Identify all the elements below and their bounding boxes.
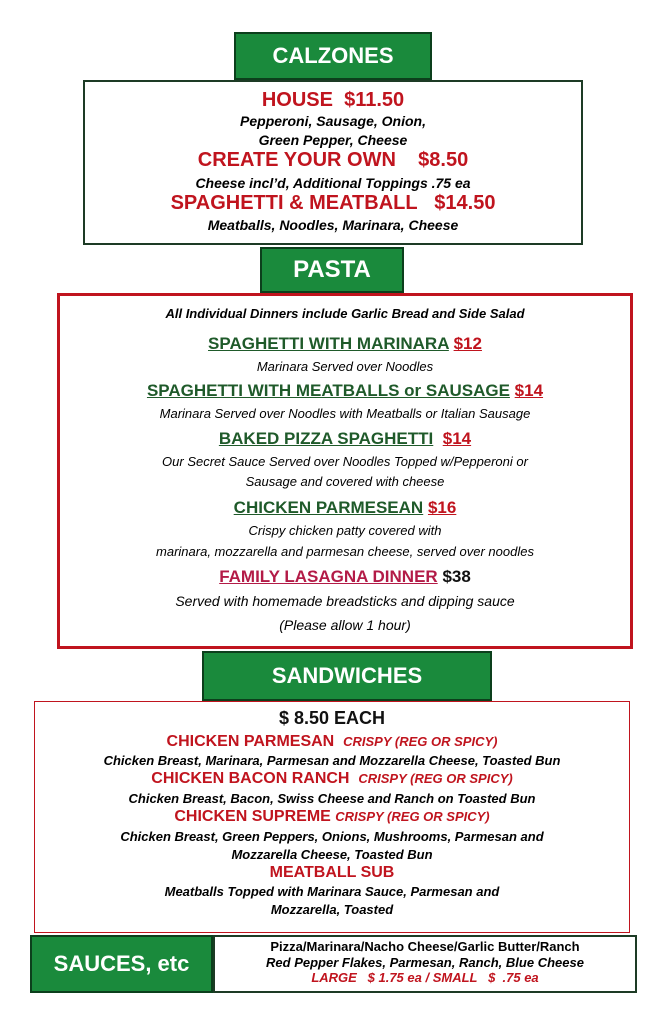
calzones-header — [234, 32, 432, 80]
calzone-desc: Green Pepper, Cheese — [258, 132, 408, 148]
sandwich-desc: Chicken Breast, Marinara, Parmesan and Mozzarella Cheese, Toasted Bun — [103, 753, 561, 768]
sauces-box — [213, 935, 637, 993]
calzone-item-house: HOUSE $11.50 — [261, 89, 405, 111]
calzone-item-spaghetti: SPAGHETTI & MEATBALL $14.50 — [170, 192, 496, 214]
pasta-item: SPAGHETTI WITH MEATBALLS or SAUSAGE $14 — [146, 381, 544, 400]
sauces-line: Pizza/Marinara/Nacho Cheese/Garlic Butter/Ranch — [270, 939, 580, 954]
calzones-header-label: CALZONES — [272, 43, 394, 68]
sandwiches-header — [202, 651, 492, 701]
sauces-price: LARGE $ 1.75 ea / SMALL $ .75 ea — [311, 970, 539, 985]
pasta-desc: Marinara Served over Noodles — [256, 359, 434, 374]
pasta-desc: Sausage and covered with cheese — [245, 474, 445, 489]
calzones-box — [83, 80, 583, 245]
pasta-box — [57, 293, 633, 649]
pasta-desc: Our Secret Sauce Served over Noodles Topped w/Pepperoni or — [162, 454, 528, 469]
sandwich-desc: Mozzarella, Toasted — [270, 902, 394, 917]
pasta-item: BAKED PIZZA SPAGHETTI $14 — [218, 429, 472, 448]
pasta-desc: marinara, mozzarella and parmesan cheese, served over noodles — [156, 544, 534, 559]
sauces-header — [30, 935, 213, 993]
sandwiches-header-label: SANDWICHES — [271, 663, 423, 688]
sandwich-item: CHICKEN BACON RANCH CRISPY (REG OR SPICY) — [151, 770, 513, 787]
calzone-desc: Cheese incl’d, Additional Toppings .75 ea — [195, 175, 471, 191]
pasta-desc: (Please allow 1 hour) — [279, 617, 411, 633]
pasta-item: SPAGHETTI WITH MARINARA $12 — [208, 334, 482, 353]
pasta-item: CHICKEN PARMESEAN $16 — [233, 498, 457, 517]
sandwich-desc: Chicken Breast, Green Peppers, Onions, Mushrooms, Parmesan and — [120, 829, 544, 844]
sandwich-price-note: $ 8.50 EACH — [278, 708, 386, 728]
sandwich-item: CHICKEN SUPREME CRISPY (REG OR SPICY) — [174, 808, 490, 825]
calzone-desc: Pepperoni, Sausage, Onion, — [240, 113, 426, 129]
sandwich-item: CHICKEN PARMESAN CRISPY (REG OR SPICY) — [166, 733, 498, 750]
sandwich-desc: Chicken Breast, Bacon, Swiss Cheese and Ranch on Toasted Bun — [128, 791, 536, 806]
sauces-header-label: SAUCES, etc — [53, 951, 190, 976]
calzone-desc: Meatballs, Noodles, Marinara, Cheese — [207, 217, 459, 233]
sandwich-desc: Mozzarella Cheese, Toasted Bun — [231, 847, 433, 862]
pasta-item: FAMILY LASAGNA DINNER $38 — [219, 567, 471, 586]
calzone-item-create: CREATE YOUR OWN $8.50 — [197, 149, 469, 171]
pasta-desc: Served with homemade breadsticks and dipping sauce — [175, 593, 515, 609]
pasta-header — [260, 247, 404, 293]
sandwiches-box — [34, 701, 630, 933]
sandwich-desc: Meatballs Topped with Marinara Sauce, Parmesan and — [164, 884, 500, 899]
pasta-desc: Crispy chicken patty covered with — [248, 523, 442, 538]
pasta-desc: Marinara Served over Noodles with Meatballs or Italian Sausage — [159, 406, 531, 421]
pasta-header-label: PASTA — [293, 256, 371, 283]
sandwich-item: MEATBALL SUB — [269, 864, 395, 881]
pasta-note: All Individual Dinners include Garlic Bread and Side Salad — [165, 306, 525, 321]
sauces-line: Red Pepper Flakes, Parmesan, Ranch, Blue Cheese — [266, 955, 584, 970]
